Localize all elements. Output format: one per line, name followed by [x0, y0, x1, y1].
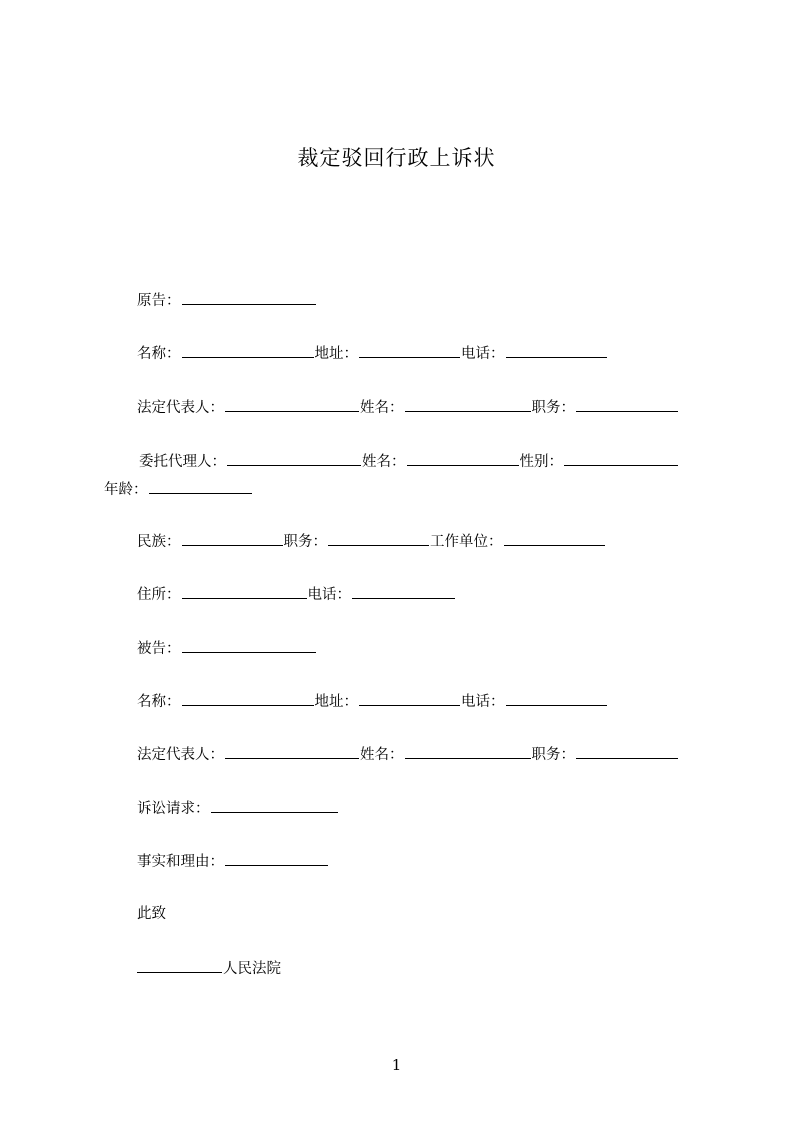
defendant-blank[interactable]	[182, 638, 316, 653]
rep-position-blank[interactable]	[576, 744, 678, 759]
rep-name-blank[interactable]	[405, 397, 531, 412]
rep-position-blank[interactable]	[576, 397, 678, 412]
agent-age-label: 年龄：	[104, 482, 148, 498]
legal-rep-label: 法定代表人：	[137, 400, 224, 416]
residence-phone-blank[interactable]	[352, 584, 455, 599]
court-row	[137, 958, 281, 979]
facts-blank[interactable]	[225, 851, 328, 866]
address-blank[interactable]	[359, 691, 460, 706]
court-name-blank[interactable]	[137, 958, 222, 973]
defendant-label: 被告：	[137, 641, 181, 657]
agent-gender-blank[interactable]	[564, 451, 678, 466]
claims-blank[interactable]	[211, 798, 338, 813]
agent-name-blank[interactable]	[407, 451, 519, 466]
claims-row	[137, 798, 339, 819]
salutation: 此致	[137, 906, 166, 922]
work-unit-blank[interactable]	[504, 531, 605, 546]
address-blank[interactable]	[359, 343, 460, 358]
plaintiff-legal-rep-row	[137, 397, 679, 418]
defendant-legal-rep-row	[137, 744, 679, 765]
legal-rep-blank[interactable]	[225, 397, 359, 412]
agent-blank[interactable]	[227, 451, 361, 466]
rep-name-blank[interactable]	[405, 744, 531, 759]
agent-position-blank[interactable]	[328, 531, 429, 546]
facts-row	[137, 851, 329, 872]
phone-label: 电话：	[461, 346, 505, 362]
address-label: 地址：	[314, 694, 358, 710]
ethnicity-blank[interactable]	[182, 531, 283, 546]
claims-label: 诉讼请求：	[137, 801, 210, 817]
court-suffix: 人民法院	[223, 961, 281, 977]
phone-blank[interactable]	[506, 691, 607, 706]
rep-position-label: 职务：	[531, 400, 575, 416]
phone-label: 电话：	[461, 694, 505, 710]
phone-blank[interactable]	[506, 343, 607, 358]
agent-position-label: 职务：	[283, 534, 327, 550]
name-label: 名称：	[137, 694, 181, 710]
agent-name-label: 姓名：	[362, 454, 406, 470]
plaintiff-label: 原告：	[137, 293, 181, 309]
residence-phone-label: 电话：	[307, 587, 351, 603]
name-blank[interactable]	[182, 343, 314, 358]
work-unit-label: 工作单位：	[430, 534, 503, 550]
agent-row	[139, 451, 679, 472]
name-label: 名称：	[137, 346, 181, 362]
plaintiff-row	[137, 290, 317, 311]
agent-gender-label: 性别：	[519, 454, 563, 470]
page-number: 1	[391, 1056, 402, 1074]
plaintiff-blank[interactable]	[182, 290, 316, 305]
name-blank[interactable]	[182, 691, 314, 706]
facts-label: 事实和理由：	[137, 854, 224, 870]
agent-age-row	[104, 479, 253, 500]
rep-name-label: 姓名：	[360, 400, 404, 416]
legal-rep-blank[interactable]	[225, 744, 359, 759]
rep-name-label: 姓名：	[360, 747, 404, 763]
defendant-row	[137, 638, 317, 659]
agent-label: 委托代理人：	[139, 454, 226, 470]
address-label: 地址：	[314, 346, 358, 362]
agent-age-blank[interactable]	[149, 479, 252, 494]
ethnicity-label: 民族：	[137, 534, 181, 550]
defendant-info-row	[137, 691, 608, 712]
rep-position-label: 职务：	[531, 747, 575, 763]
legal-rep-label: 法定代表人：	[137, 747, 224, 763]
residence-blank[interactable]	[182, 584, 307, 599]
plaintiff-info-row	[137, 343, 608, 364]
document-title: 裁定驳回行政上诉状	[297, 146, 496, 170]
residence-label: 住所：	[137, 587, 181, 603]
agent-detail-row	[137, 531, 606, 552]
residence-row	[137, 584, 456, 605]
